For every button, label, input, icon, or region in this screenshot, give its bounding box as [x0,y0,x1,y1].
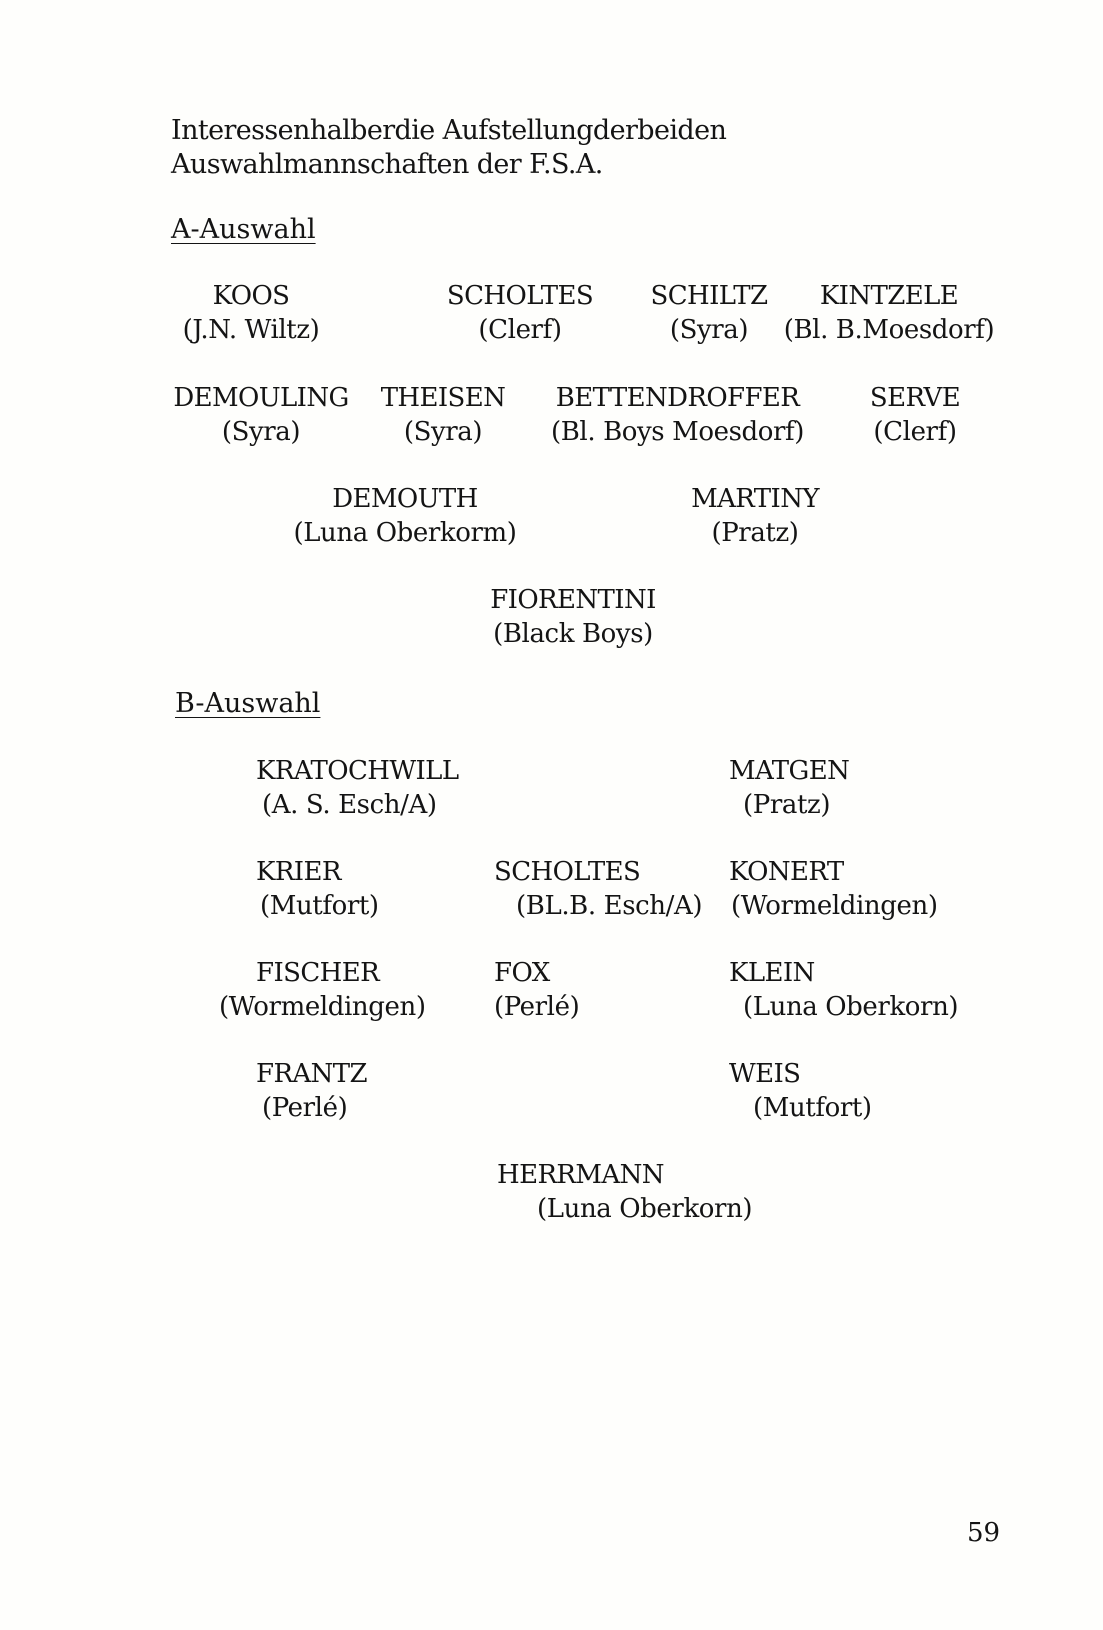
player-name: KRATOCHWILL [256,756,459,786]
player-club: (Luna Oberkorm) [293,518,517,548]
player-entry [256,754,459,822]
player-name: SCHOLTES [446,281,594,311]
player-entry [729,956,958,1024]
player-club: (Pratz) [711,518,799,548]
player-name: MATGEN [729,756,850,786]
player-entry [378,381,508,449]
player-name: SCHOLTES [494,857,641,887]
player-club: (J.N. Wiltz) [182,315,320,345]
player-name: THEISEN [380,383,506,413]
player-name: KLEIN [729,958,815,988]
player-name: FRANTZ [256,1059,367,1089]
player-entry [729,754,849,822]
player-entry [256,855,379,923]
a-team-heading: A-Auswahl [171,214,316,245]
page-number: 59 [967,1518,1001,1548]
player-entry [550,381,805,449]
player-name: FOX [494,958,550,988]
player-club: (Syra) [403,417,483,447]
player-entry [680,482,830,550]
player-club: (Luna Oberkorn) [743,992,959,1022]
player-club: (Syra) [669,315,749,345]
player-club: (Perlé) [262,1093,348,1123]
player-club: (Bl. Boys Moesdorf) [550,417,805,447]
player-name: HERRMANN [497,1160,664,1190]
b-team-heading: B-Auswahl [175,688,321,719]
player-entry [494,855,702,923]
player-name: KOOS [212,281,290,311]
player-entry [166,279,336,347]
player-name: MARTINY [691,484,819,514]
player-entry [637,279,781,347]
player-club: (Clerf) [478,315,562,345]
player-name: SERVE [869,383,961,413]
player-name: BETTENDROFFER [555,383,800,413]
player-name: SCHILTZ [650,281,768,311]
player-entry [494,956,579,1024]
player-entry [290,482,520,550]
player-name: FIORENTINI [490,585,656,615]
player-entry [440,279,600,347]
player-club: (Wormeldingen) [731,891,938,921]
player-club: (Mutfort) [753,1093,872,1123]
player-club: (Luna Oberkorn) [537,1194,753,1224]
player-club: (Bl. B.Moesdorf) [783,315,995,345]
player-name: KRIER [256,857,341,887]
player-entry [860,381,970,449]
player-name: KONERT [729,857,844,887]
player-club: (A. S. Esch/A) [262,790,437,820]
player-club: (Pratz) [743,790,831,820]
player-name: WEIS [729,1059,801,1089]
player-entry [256,1057,367,1125]
player-entry [778,279,1000,347]
player-club: (Clerf) [873,417,957,447]
player-club: (Syra) [221,417,301,447]
player-entry [166,381,356,449]
player-entry [488,583,658,651]
player-entry [219,956,426,1024]
player-club: (BL.B. Esch/A) [516,891,703,921]
player-club: (Perlé) [494,992,580,1022]
intro-text: Interessenhalberdie Aufstellungderbeiden Auswahlmannschaften der F.S.A. [171,115,727,180]
player-name: DEMOULING [173,383,349,413]
player-club: (Wormeldingen) [219,992,426,1022]
player-entry [729,1057,872,1125]
player-name: KINTZELE [819,281,959,311]
player-name: FISCHER [256,958,380,988]
player-entry [497,1158,752,1226]
player-club: (Mutfort) [260,891,379,921]
player-entry [729,855,938,923]
player-name: DEMOUTH [332,484,478,514]
player-club: (Black Boys) [493,619,653,649]
